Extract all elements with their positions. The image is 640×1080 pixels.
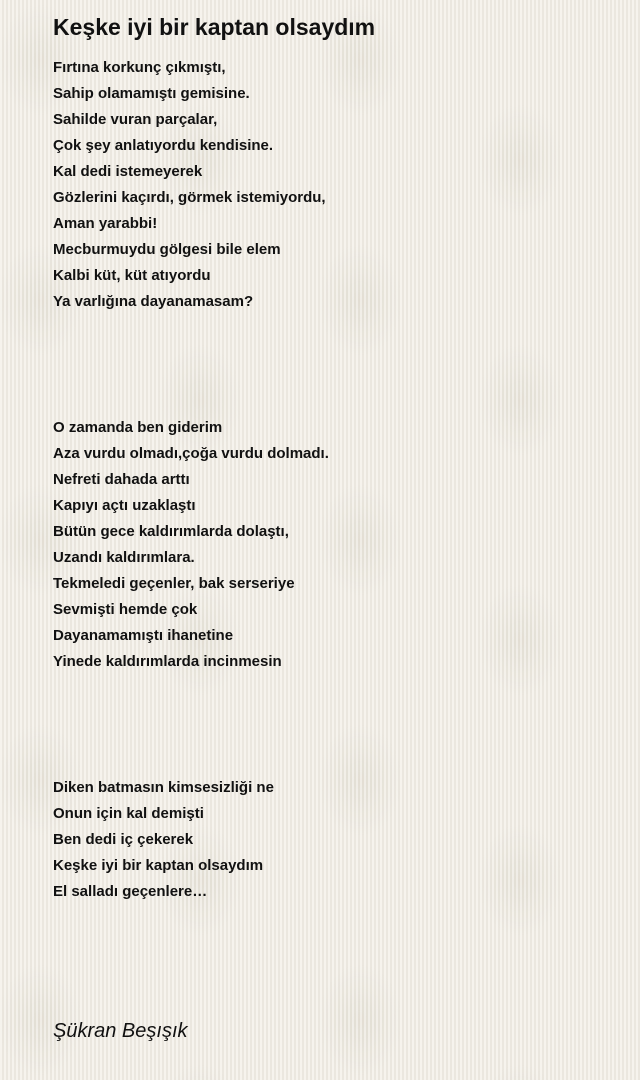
stanza-3: [53, 775, 613, 905]
poem-line: Çok şey anlatıyordu kendisine.: [53, 137, 274, 154]
poem-line: Ben dedi iç çekerek: [53, 831, 194, 848]
poem-line: Bütün gece kaldırımlarda dolaştı,: [53, 523, 289, 540]
poem-line: Mecburmuydu gölgesi bile elem: [53, 241, 281, 258]
poem-container: [53, 10, 613, 905]
poem-line: Sevmişti hemde çok: [53, 601, 198, 618]
poem-line: Sahip olamamıştı gemisine.: [53, 85, 250, 102]
poem-line: Diken batmasın kimsesizliği ne: [53, 779, 274, 796]
poem-line: Aza vurdu olmadı,çoğa vurdu dolmadı.: [53, 445, 329, 462]
poem-line: Kapıyı açtı uzaklaştı: [53, 497, 196, 514]
poem-line: Keşke iyi bir kaptan olsaydım: [53, 857, 264, 874]
poem-title: Keşke iyi bir kaptan olsaydım: [53, 14, 376, 40]
stanza-2: [53, 415, 613, 675]
poem-line: Onun için kal demişti: [53, 805, 204, 822]
poem-line: Aman yarabbi!: [53, 215, 158, 232]
poem-line: Gözlerini kaçırdı, görmek istemiyordu,: [53, 189, 326, 206]
poem-line: Kal dedi istemeyerek: [53, 163, 203, 180]
poem-line: Yinede kaldırımlarda incinmesin: [53, 653, 282, 670]
poem-line: El salladı geçenlere…: [53, 883, 208, 900]
poem-line: Kalbi küt, küt atıyordu: [53, 267, 211, 284]
poem-author: Şükran Beşışık: [53, 1020, 188, 1042]
poem-line: Tekmeledi geçenler, bak serseriye: [53, 575, 295, 592]
poem-line: Dayanamamıştı ihanetine: [53, 627, 234, 644]
poem-line: O zamanda ben giderim: [53, 419, 223, 436]
poem-line: Fırtına korkunç çıkmıştı,: [53, 59, 226, 76]
poem-line: Sahilde vuran parçalar,: [53, 111, 218, 128]
poem-line: Nefreti dahada arttı: [53, 471, 190, 488]
poem-line: Ya varlığına dayanamasam?: [53, 293, 254, 310]
poem-line: Uzandı kaldırımlara.: [53, 549, 195, 566]
stanza-1: [53, 55, 613, 315]
